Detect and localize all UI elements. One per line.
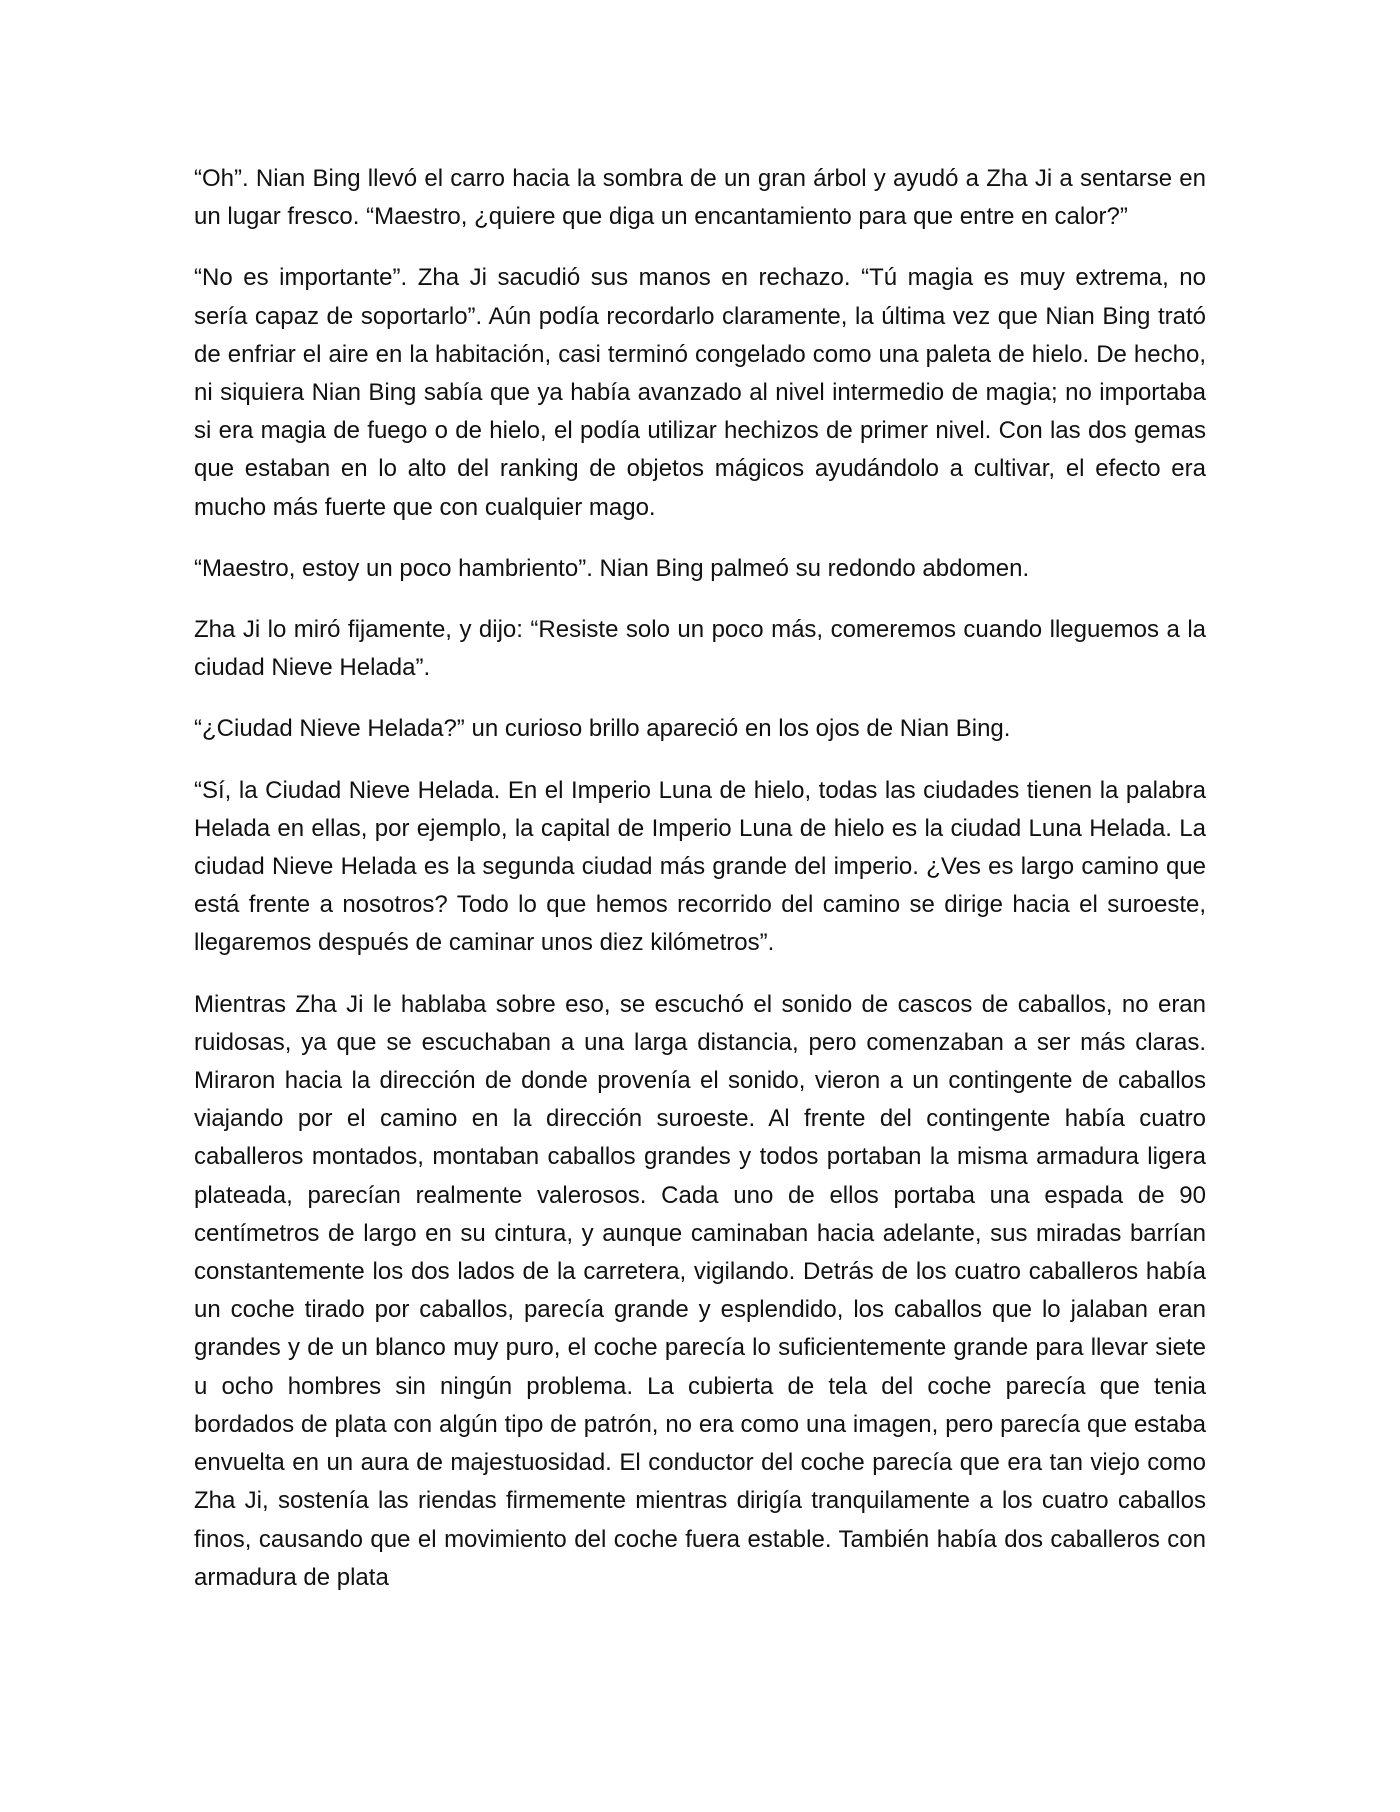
paragraph-5: “¿Ciudad Nieve Helada?” un curioso brillo apareció en los ojos de Nian Bing. bbox=[194, 715, 1011, 743]
document-page bbox=[194, 160, 1206, 1620]
paragraph-4: Zha Ji lo miró fijamente, y dijo: “Resiste solo un poco más, comeremos cuando lleguemos a la ciudad Nieve Helada”. bbox=[194, 616, 1206, 682]
paragraph-1: “Oh”. Nian Bing llevó el carro hacia la sombra de un gran árbol y ayudó a Zha Ji a sentarse en un lugar fresco. “Maestro, ¿quiere que diga un encantamiento para que entre en calor?” bbox=[194, 165, 1206, 231]
paragraph-2: “No es importante”. Zha Ji sacudió sus manos en rechazo. “Tú magia es muy extrema, no sería capaz de soportarlo”. Aún podía recordarlo claramente, la última vez que Nian Bing trató de enfriar el aire en la habitación, casi terminó congelado como una paleta de hielo. De hecho, ni siquiera Nian Bing sabía que ya había avanzado al nivel intermedio de magia; no importaba si era magia de fuego o de hielo, el podía utilizar hechizos de primer nivel. Con las dos gemas que estaban en lo alto del ranking de objetos mágicos ayudándolo a cultivar, el efecto era mucho más fuerte que con cualquier mago. bbox=[194, 264, 1206, 521]
paragraph-6: “Sí, la Ciudad Nieve Helada. En el Imperio Luna de hielo, todas las ciudades tienen la palabra Helada en ellas, por ejemplo, la capital de Imperio Luna de hielo es la ciudad Luna Helada. La ciudad Nieve Helada es la segunda ciudad más grande del imperio. ¿Ves es largo camino que está frente a nosotros? Todo lo que hemos recorrido del camino se dirige hacia el suroeste, llegaremos después de caminar unos diez kilómetros”. bbox=[194, 776, 1206, 957]
paragraph-3: “Maestro, estoy un poco hambriento”. Nian Bing palmeó su redondo abdomen. bbox=[194, 554, 1030, 582]
paragraph-7: Mientras Zha Ji le hablaba sobre eso, se escuchó el sonido de cascos de caballos, no eran ruidosas, ya que se escuchaban a una larga distancia, pero comenzaban a ser más claras. Miraron hacia la dirección de donde provenía el sonido, vieron a un contingente de caballos viajando por el camino en la dirección suroeste. Al frente del contingente había cuatro caballeros montados, montaban caballos grandes y todos portaban la misma armadura ligera plateada, parecían realmente valerosos. Cada uno de ellos portaba una espada de 90 centímetros de largo en su cintura, y aunque caminaban hacia adelante, sus miradas barrían constantemente los dos lados de la carretera, vigilando. Detrás de los cuatro caballeros había un coche tirado por caballos, parecía grande y esplendido, los caballos que lo jalaban eran grandes y de un blanco muy puro, el coche parecía lo suficientemente grande para llevar siete u ocho hombres sin ningún problema. La cubierta de tela del coche parecía que tenia bordados de plata con algún tipo de patrón, no era como una imagen, pero parecía que estaba envuelta en un aura de majestuosidad. El conductor del coche parecía que era tan viejo como Zha Ji, sostenía las riendas firmemente mientras dirigía tranquilamente a los cuatro caballos finos, causando que el movimiento del coche fuera estable. También había dos caballeros con armadura de plata bbox=[194, 990, 1206, 1591]
